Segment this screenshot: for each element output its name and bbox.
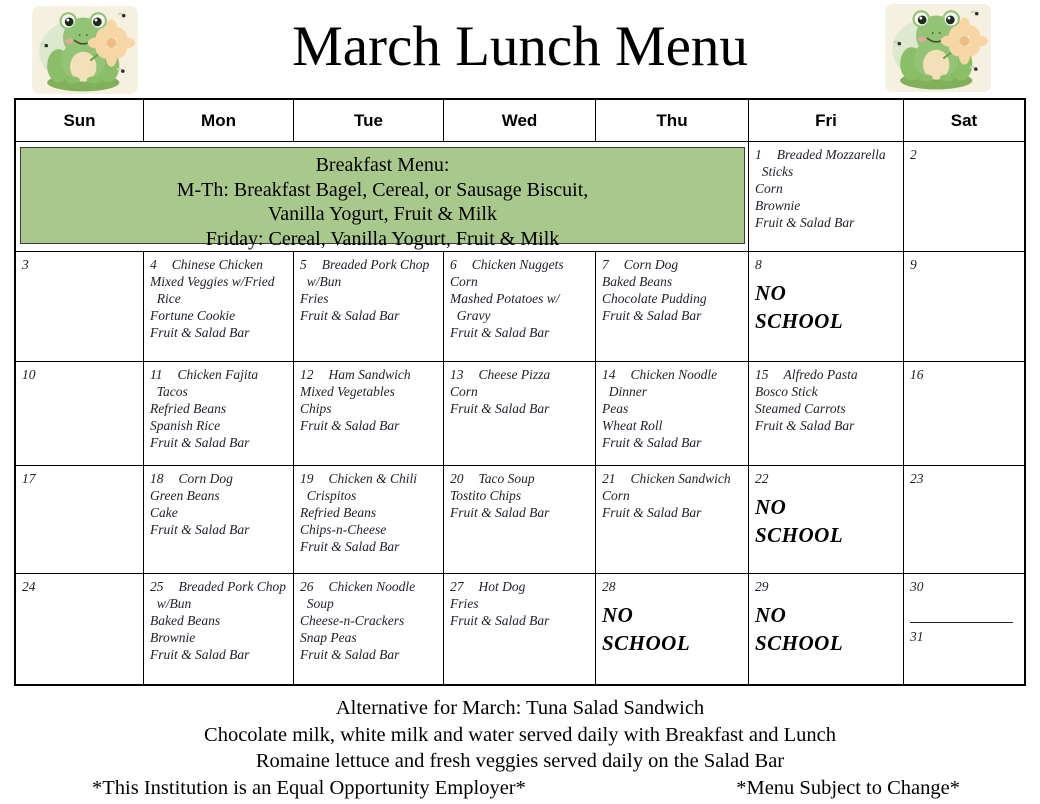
- menu-item: Chicken Noodle: [328, 579, 416, 594]
- calendar-cell: [596, 252, 749, 362]
- date-number: 23: [910, 471, 924, 486]
- date-number: 9: [910, 257, 917, 272]
- menu-item: Alfredo Pasta: [783, 367, 858, 382]
- calendar-cell: [904, 466, 1024, 574]
- calendar-cell: [144, 362, 294, 466]
- menu-item: Corn: [450, 274, 478, 289]
- menu-item: Fruit & Salad Bar: [602, 435, 702, 450]
- menu-item: Fruit & Salad Bar: [150, 325, 250, 340]
- day-header-mon: Mon: [144, 100, 294, 142]
- calendar-cell: [16, 574, 144, 684]
- date-number: 17: [22, 471, 36, 486]
- date-number: 5: [300, 257, 307, 272]
- menu-item: Fries: [450, 596, 479, 611]
- calendar-cell: [444, 466, 596, 574]
- menu-item: Baked Beans: [602, 274, 673, 289]
- date-number: 26: [300, 579, 314, 594]
- menu-item: Wheat Roll: [602, 418, 663, 433]
- date-number: 29: [755, 579, 769, 594]
- menu-item: Hot Dog: [478, 579, 526, 594]
- calendar-cell: [444, 574, 596, 684]
- date-number: 16: [910, 367, 924, 382]
- calendar-cell: [749, 142, 904, 252]
- menu-item: Fruit & Salad Bar: [450, 505, 550, 520]
- date-number: 20: [450, 471, 464, 486]
- menu-item: Chicken Nuggets: [471, 257, 564, 272]
- calendar-table: [14, 98, 1026, 686]
- menu-item: Brownie: [150, 630, 196, 645]
- menu-item: Mixed Vegetables: [300, 384, 395, 399]
- date-number: 7: [602, 257, 609, 272]
- breakfast-line: Vanilla Yogurt, Fruit & Milk: [268, 203, 497, 225]
- date-number: 12: [300, 367, 314, 382]
- menu-item: Fruit & Salad Bar: [150, 647, 250, 662]
- calendar-cell: [749, 574, 904, 684]
- calendar-cell: [144, 466, 294, 574]
- menu-subject-to-change-note: *Menu Subject to Change*: [736, 776, 960, 799]
- menu-item: Steamed Carrots: [755, 401, 846, 416]
- date-number: 22: [755, 471, 769, 486]
- menu-item: Crispitos: [300, 488, 357, 503]
- menu-item: Chicken Fajita: [177, 367, 259, 382]
- menu-item: Corn: [450, 384, 478, 399]
- menu-item: Dinner: [602, 384, 647, 399]
- menu-item: Corn: [602, 488, 630, 503]
- page-header: [0, 0, 1040, 98]
- menu-item: Refried Beans: [300, 505, 377, 520]
- calendar-cell: [16, 252, 144, 362]
- menu-item: Fruit & Salad Bar: [450, 401, 550, 416]
- calendar-cell: [144, 574, 294, 684]
- menu-item: Spanish Rice: [150, 418, 221, 433]
- date-number: 31: [910, 629, 924, 644]
- menu-item: w/Bun: [300, 274, 342, 289]
- menu-item: Mashed Potatoes w/: [450, 291, 560, 306]
- menu-item: w/Bun: [150, 596, 192, 611]
- menu-item: Fruit & Salad Bar: [300, 647, 400, 662]
- calendar-cell: [444, 252, 596, 362]
- menu-item: Chinese Chicken: [171, 257, 263, 272]
- menu-item: Sticks: [755, 164, 794, 179]
- menu-item: Fruit & Salad Bar: [755, 418, 855, 433]
- menu-item: Brownie: [755, 198, 801, 213]
- menu-item: Cheese-n-Crackers: [300, 613, 405, 628]
- date-number: 8: [755, 257, 762, 272]
- footer-bottom-row: [0, 775, 1040, 802]
- date-number: 18: [150, 471, 164, 486]
- menu-item: Chicken Noodle: [630, 367, 718, 382]
- menu-item: Bosco Stick: [755, 384, 818, 399]
- date-number: 14: [602, 367, 616, 382]
- equal-opportunity-note: *This Institution is an Equal Opportunity Employer*: [92, 776, 526, 799]
- menu-item: Peas: [602, 401, 629, 416]
- menu-item: Chocolate Pudding: [602, 291, 707, 306]
- date-number: 28: [602, 579, 616, 594]
- breakfast-banner-cell: [16, 142, 749, 252]
- menu-item: Fruit & Salad Bar: [755, 215, 855, 230]
- menu-item: Fruit & Salad Bar: [602, 308, 702, 323]
- day-header-sun: Sun: [16, 100, 144, 142]
- calendar-cell: [749, 466, 904, 574]
- calendar-cell: [596, 466, 749, 574]
- menu-item: Chips-n-Cheese: [300, 522, 387, 537]
- breakfast-menu: [20, 147, 745, 250]
- calendar-cell: [904, 362, 1024, 466]
- calendar-cell: [904, 574, 1024, 684]
- day-header-wed: Wed: [444, 100, 596, 142]
- menu-item: Chips: [300, 401, 332, 416]
- calendar-cell: [294, 362, 444, 466]
- no-school-label: NO SCHOOL: [755, 495, 844, 547]
- no-school-label: NO SCHOOL: [755, 281, 844, 333]
- frog-clipart-icon: [884, 4, 992, 92]
- menu-item: Snap Peas: [300, 630, 357, 645]
- menu-item: Fruit & Salad Bar: [150, 435, 250, 450]
- date-number: 19: [300, 471, 314, 486]
- menu-item: Fruit & Salad Bar: [150, 522, 250, 537]
- date-number: 10: [22, 367, 36, 382]
- no-school-label: NO SCHOOL: [755, 603, 844, 655]
- menu-item: Cake: [150, 505, 178, 520]
- menu-item: Chicken & Chili: [328, 471, 417, 486]
- menu-item: Mixed Veggies w/Fried: [150, 274, 275, 289]
- calendar-cell: [444, 362, 596, 466]
- calendar-cell: [904, 252, 1024, 362]
- calendar-cell: [294, 574, 444, 684]
- menu-item: Cheese Pizza: [478, 367, 551, 382]
- breakfast-line: M-Th: Breakfast Bagel, Cereal, or Sausage Biscuit,: [176, 178, 589, 201]
- menu-item: Breaded Mozzarella: [776, 147, 886, 162]
- menu-item: Breaded Pork Chop: [321, 257, 430, 272]
- calendar-cell: [749, 252, 904, 362]
- menu-item: Fruit & Salad Bar: [602, 505, 702, 520]
- date-number: 1: [755, 147, 762, 162]
- no-school-label: NO SCHOOL: [602, 603, 691, 655]
- menu-item: Fruit & Salad Bar: [450, 325, 550, 340]
- menu-item: Fruit & Salad Bar: [300, 418, 400, 433]
- calendar-cell: [16, 466, 144, 574]
- footer-line: Chocolate milk, white milk and water served daily with Breakfast and Lunch: [204, 723, 836, 746]
- calendar-cell: [749, 362, 904, 466]
- day-header-fri: Fri: [749, 100, 904, 142]
- day-header-thu: Thu: [596, 100, 749, 142]
- calendar-cell: [596, 362, 749, 466]
- menu-item: Corn Dog: [178, 471, 233, 486]
- date-number: 6: [450, 257, 457, 272]
- date-number: 24: [22, 579, 36, 594]
- footer-line: Romaine lettuce and fresh veggies served daily on the Salad Bar: [255, 750, 785, 772]
- footer-notes: [0, 695, 1040, 801]
- menu-item: Green Beans: [150, 488, 220, 503]
- calendar-cell: [294, 466, 444, 574]
- calendar-cell: [16, 362, 144, 466]
- menu-item: Taco Soup: [478, 471, 535, 486]
- menu-item: Corn Dog: [623, 257, 679, 272]
- day-header-tue: Tue: [294, 100, 444, 142]
- menu-item: Tostito Chips: [450, 488, 522, 503]
- menu-item: Fruit & Salad Bar: [300, 539, 400, 554]
- cell-divider-line: [910, 622, 1013, 623]
- menu-item: Chicken Sandwich: [630, 471, 731, 486]
- date-number: 2: [910, 147, 917, 162]
- menu-item: Fruit & Salad Bar: [450, 613, 550, 628]
- footer-line: Alternative for March: Tuna Salad Sandwich: [335, 697, 705, 719]
- menu-item: Tacos: [150, 384, 188, 399]
- menu-item: Baked Beans: [150, 613, 221, 628]
- date-number: 11: [150, 367, 163, 382]
- date-number: 30: [910, 579, 924, 594]
- menu-item: Fries: [300, 291, 329, 306]
- calendar-cell: [596, 574, 749, 684]
- menu-item: Fortune Cookie: [150, 308, 236, 323]
- date-number: 13: [450, 367, 464, 382]
- calendar-cell: [144, 252, 294, 362]
- page-title: March Lunch Menu: [292, 15, 748, 78]
- date-number: 4: [150, 257, 157, 272]
- date-number: 27: [450, 579, 464, 594]
- calendar-cell: [904, 142, 1024, 252]
- calendar-cell: [294, 252, 444, 362]
- menu-item: Rice: [150, 291, 181, 306]
- menu-item: Refried Beans: [150, 401, 227, 416]
- breakfast-line: Friday: Cereal, Vanilla Yogurt, Fruit & Milk: [205, 227, 560, 250]
- menu-item: Breaded Pork Chop: [178, 579, 286, 594]
- breakfast-line: Breakfast Menu:: [315, 154, 450, 176]
- date-number: 15: [755, 367, 769, 382]
- date-number: 21: [602, 471, 616, 486]
- date-number: 3: [22, 257, 29, 272]
- menu-item: Fruit & Salad Bar: [300, 308, 400, 323]
- menu-item: Soup: [300, 596, 334, 611]
- menu-item: Ham Sandwich: [328, 367, 411, 382]
- date-number: 25: [150, 579, 164, 594]
- menu-item: Corn: [755, 181, 783, 196]
- frog-clipart-icon: [31, 6, 139, 94]
- menu-item: Gravy: [450, 308, 491, 323]
- day-header-sat: Sat: [904, 100, 1024, 142]
